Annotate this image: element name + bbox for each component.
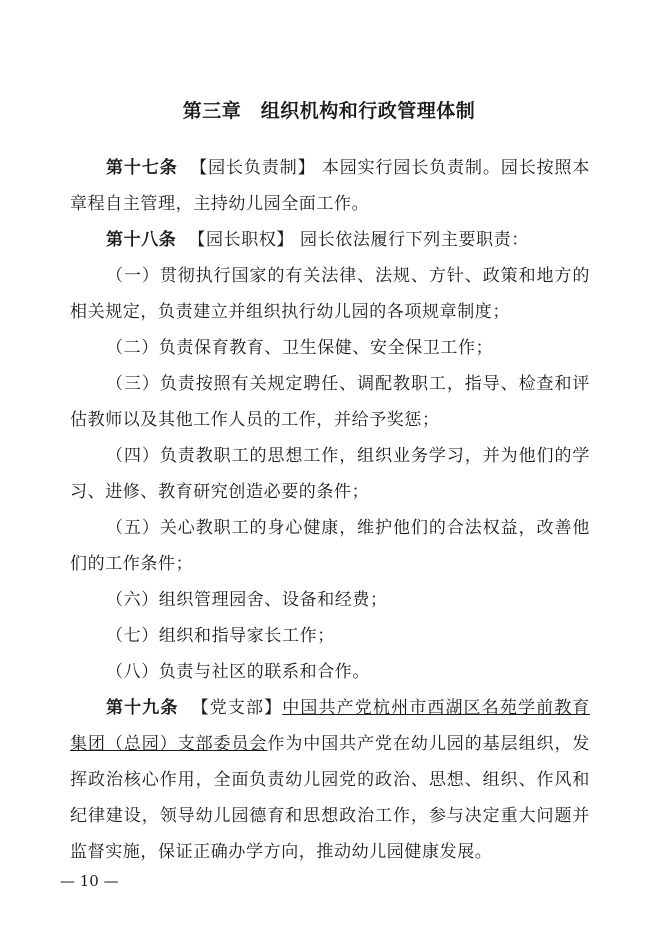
article-number: 第十七条	[106, 158, 178, 178]
document-body	[70, 150, 590, 870]
article-text: 作为中国共产党在幼儿园的基层组织，发挥政治核心作用，全面负责幼儿园党的政治、思想、组织、作风和纪律建设，领导幼儿园德育和思想政治工作，参与决定重大问题并监督实施，保证正确办学方向，推动幼儿园健康发展。	[70, 734, 590, 862]
chapter-title: 第三章 组织机构和行政管理体制	[182, 100, 476, 122]
article-tag: 【党支部】	[191, 698, 283, 718]
article-number: 第十八条	[106, 230, 177, 250]
article-tag: 【园长负责制】	[190, 158, 316, 178]
article-18	[70, 222, 590, 258]
article-text: 园长依法履行下列主要职责：	[300, 230, 529, 250]
article-tag: 【园长职权】	[188, 230, 295, 250]
page-number: — 10 —	[60, 872, 119, 890]
duty-item: （一）贯彻执行国家的有关法律、法规、方针、政策和地方的相关规定，负责建立并组织执行幼儿园的各项规章制度；	[70, 266, 590, 322]
party-committee-name: 中国共产党杭州市西湖区名苑学前教育集团（总园）支部委员会	[70, 698, 590, 754]
duty-item: （七）组织和指导家长工作；	[106, 626, 335, 646]
duty-item: （二）负责保育教育、卫生保健、安全保卫工作；	[106, 338, 494, 358]
duty-item: （八）负责与社区的联系和合作。	[106, 662, 370, 682]
article-number: 第十九条	[106, 698, 179, 718]
duty-item: （四）负责教职工的思想工作，组织业务学习，并为他们的学习、进修、教育研究创造必要的条件；	[70, 446, 590, 502]
duty-item: （三）负责按照有关规定聘任、调配教职工，指导、检查和评估教师以及其他工作人员的工作，并给予奖惩；	[70, 374, 590, 430]
duty-item: （六）组织管理园舍、设备和经费；	[106, 590, 388, 610]
article-19	[70, 690, 590, 870]
duty-item: （五）关心教职工的身心健康，维护他们的合法权益，改善他们的工作条件；	[70, 518, 590, 574]
article-text: 本园实行园长负责制。园长按照本章程自主管理，主持幼儿园全面工作。	[70, 158, 591, 214]
article-17	[70, 150, 590, 222]
